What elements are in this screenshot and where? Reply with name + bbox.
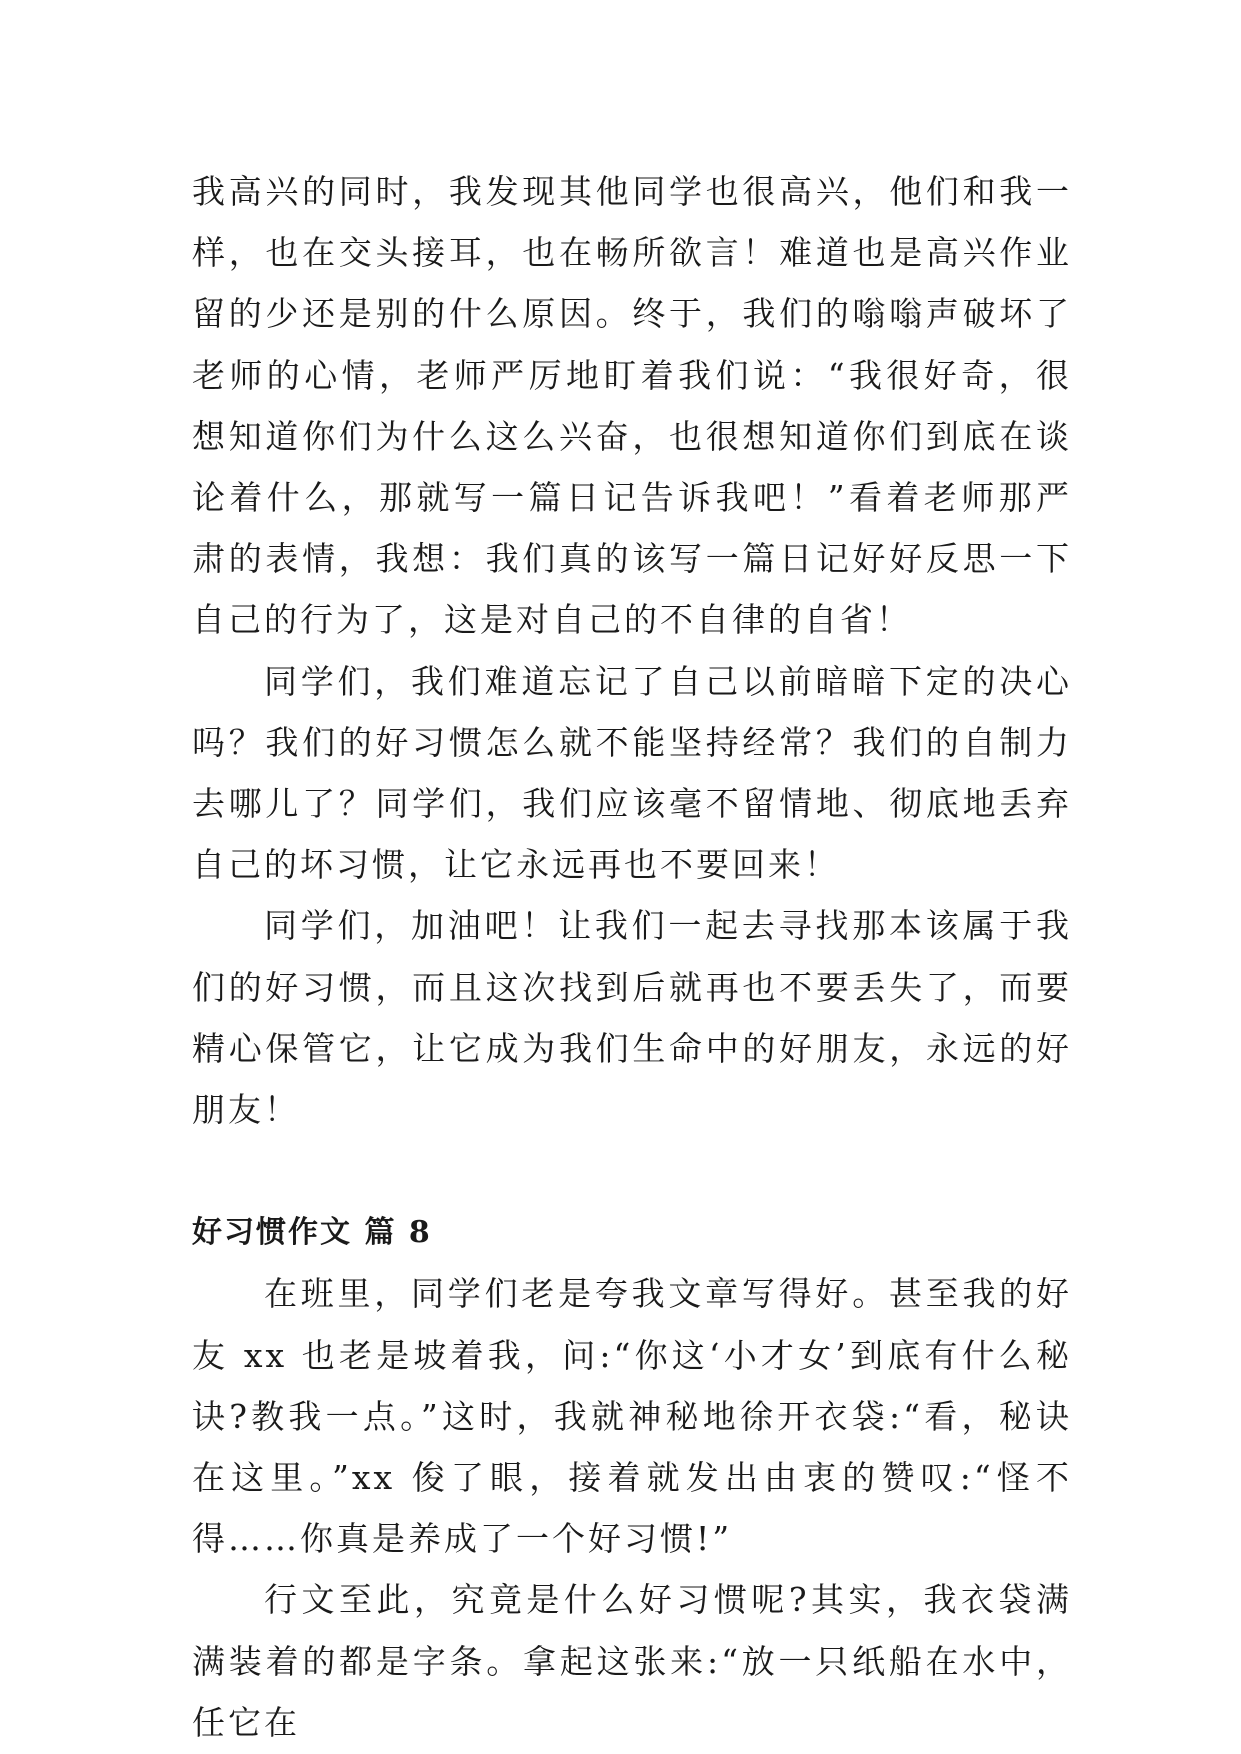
paragraph-reflection: 同学们，我们难道忘记了自己以前暗暗下定的决心吗？我们的好习惯怎么就不能坚持经常？我们的自制力去哪儿了？同学们，我们应该毫不留情地、彻底地丢弃自己的坏习惯，让它永远再也不要回来！ — [192, 661, 1072, 885]
paragraph-continuation: 我高兴的同时，我发现其他同学也很高兴，他们和我一样，也在交头接耳，也在畅所欲言！难道也是高兴作业留的少还是别的什么原因。终于，我们的嗡嗡声破坏了老师的心情，老师严厉地盯着我们说：“我很好奇，很想知道你们为什么这么兴奋，也很想知道你们到底在谈论着什么，那就写一篇日记告诉我吧！”看着老师那严肃的表情，我想：我们真的该写一篇日记好好反思一下自己的行为了，这是对自己的不自律的自省！ — [192, 172, 1072, 640]
paragraph-encouragement: 同学们，加油吧！让我们一起去寻找那本该属于我们的好习惯，而且这次找到后就再也不要丢失了，而要精心保管它，让它成为我们生命中的好朋友，永远的好朋友！ — [192, 906, 1072, 1130]
paragraph-praise: 在班里，同学们老是夸我文章写得好。甚至我的好友 xx 也老是坡着我，问:“你这‘小才女’到底有什么秘诀?教我一点。”这时，我就神秘地徐开衣袋:“看，秘诀在这里。”xx 俊了眼，接着就发出由衷的赞叹:“怪不得……你真是养成了一个好习惯!” — [192, 1274, 1072, 1559]
section-heading: 好习惯作文 篇 8 — [192, 1215, 432, 1251]
text-column — [192, 161, 1072, 1753]
paragraph-secret: 行文至此，究竟是什么好习惯呢?其实，我衣袋满满装着的都是字条。拿起这张来:“放一只纸船在水中，任它在 — [192, 1580, 1072, 1742]
